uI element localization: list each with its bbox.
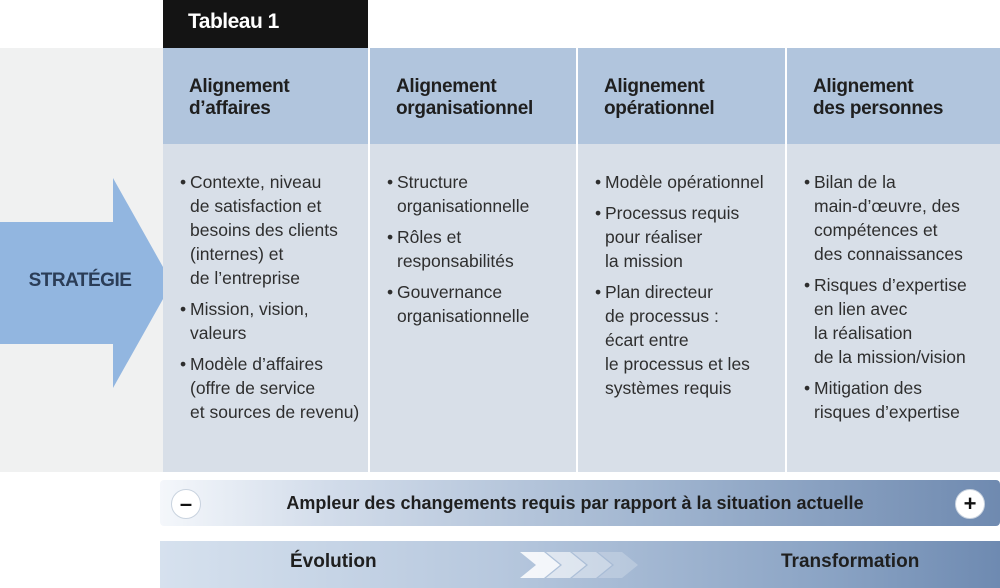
- list-item: • Mitigation des risques d’expertise: [804, 376, 994, 424]
- column-header-business-alignment: Alignement d’affaires: [163, 48, 368, 144]
- list-item: • Contexte, niveau de satisfaction et besoins des clients (internes) et de l’entreprise: [180, 170, 362, 290]
- progress-chevrons-icon: [510, 544, 660, 586]
- list-item: • Modèle opérationnel: [595, 170, 779, 194]
- strategy-label: STRATÉGIE: [28, 270, 132, 291]
- transformation-label: Transformation: [781, 551, 920, 572]
- list-item: • Mission, vision, valeurs: [180, 297, 362, 345]
- list-item: • Gouvernance organisationnelle: [387, 280, 570, 328]
- list-item: • Rôles et responsabilités: [387, 225, 570, 273]
- table-title-tab: Tableau 1: [163, 0, 368, 48]
- plus-icon: +: [955, 489, 985, 519]
- column-body-people-alignment: [787, 144, 1000, 472]
- column-body-organizational-alignment: [370, 144, 576, 472]
- evolution-label: Évolution: [290, 551, 377, 572]
- minus-icon: –: [171, 489, 201, 519]
- column-header-people-alignment: Alignement des personnes: [787, 48, 1000, 144]
- list-item: • Bilan de la main-d’œuvre, des compétences et des connaissances: [804, 170, 994, 266]
- list-item: • Plan directeur de processus : écart entre le processus et les systèmes requis: [595, 280, 779, 400]
- list-item: • Modèle d’affaires (offre de service et sources de revenu): [180, 352, 362, 424]
- list-item: • Structure organisationnelle: [387, 170, 570, 218]
- list-item: • Risques d’expertise en lien avec la réalisation de la mission/vision: [804, 273, 994, 369]
- column-header-operational-alignment: Alignement opérationnel: [578, 48, 785, 144]
- column-body-operational-alignment: [578, 144, 785, 472]
- change-scale-label: Ampleur des changements requis par rapport à la situation actuelle: [286, 493, 864, 513]
- list-item: • Processus requis pour réaliser la mission: [595, 201, 779, 273]
- column-body-business-alignment: [163, 144, 368, 472]
- column-header-organizational-alignment: Alignement organisationnel: [370, 48, 576, 144]
